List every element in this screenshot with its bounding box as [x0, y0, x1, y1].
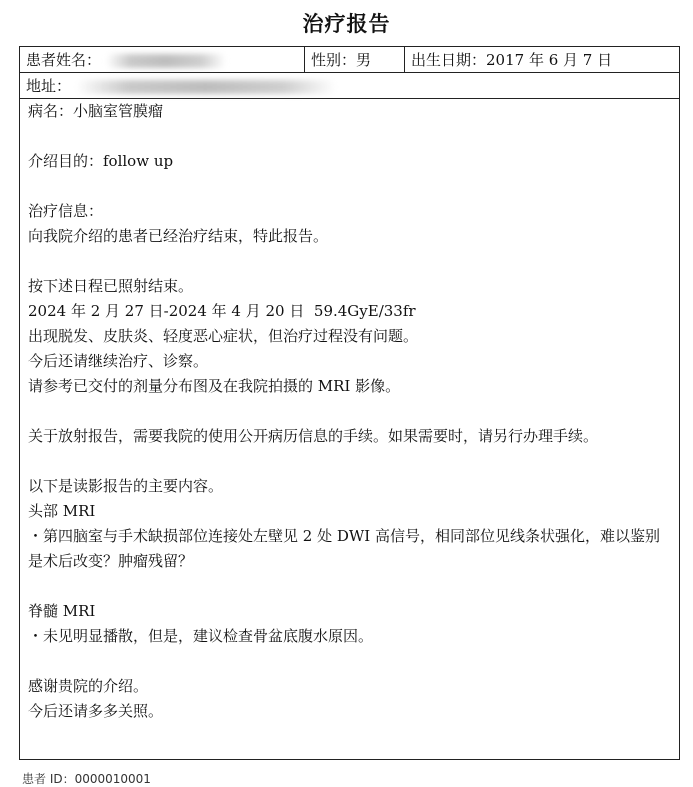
patient-id-footer: 患者 ID：0000010001 [22, 772, 151, 786]
patient-name-cell [20, 47, 305, 72]
report-title: 治疗报告 [302, 12, 391, 36]
address-label: 地址： [26, 77, 72, 95]
imaging-intro: 以下是读影报告的主要内容。 [28, 477, 224, 495]
sex-label: 性别：男 [311, 51, 372, 69]
schedule-intro: 按下述日程已照射结束。 [28, 277, 194, 295]
spine-mri-finding: ・未见明显播散，但是，建议检查骨盆底腹水原因。 [28, 627, 374, 645]
head-mri-heading: 头部 MRI [28, 502, 96, 520]
treatment-heading: 治疗信息： [28, 202, 104, 220]
address-row [20, 73, 679, 99]
followup-note: 今后还请继续治疗、诊察。 [28, 352, 209, 370]
dob-cell [405, 47, 681, 72]
sex-cell [305, 47, 405, 72]
report-body [28, 99, 673, 724]
schedule-dates: 2024 年 2 月 27 日-2024 年 4 月 20 日 59.4GyE/33fr [28, 302, 416, 320]
reference-note: 请参考已交付的剂量分布图及在我院拍摄的 MRI 影像。 [28, 377, 401, 395]
address-cell [20, 73, 679, 98]
symptoms: 出现脱发、皮肤炎、轻度恶心症状，但治疗过程没有问题。 [28, 327, 419, 345]
patient-name-label: 患者姓名： [26, 51, 102, 69]
diagnosis: 病名：小脑室管膜瘤 [28, 102, 164, 120]
closing-line: 今后还请多多关照。 [28, 702, 164, 720]
treatment-intro: 向我院介绍的患者已经治疗结束，特此报告。 [28, 227, 329, 245]
referral-purpose: 介绍目的：follow up [28, 152, 174, 170]
head-mri-finding: ・第四脑室与手术缺损部位连接处左壁见 2 处 DWI 高信号，相同部位见线条状强化，难以鉴别是术后改变？肿瘤残留？ [28, 527, 660, 570]
thanks-line: 感谢贵院的介绍。 [28, 677, 149, 695]
redacted-address [76, 80, 336, 94]
spine-mri-heading: 脊髓 MRI [28, 602, 96, 620]
report-frame [19, 46, 680, 760]
patient-info-row [20, 47, 679, 73]
redacted-name [106, 54, 226, 68]
records-note: 关于放射报告，需要我院的使用公开病历信息的手续。如果需要时，请另行办理手续。 [28, 427, 599, 445]
dob-label: 出生日期：2017 年 6 月 7 日 [411, 51, 613, 69]
